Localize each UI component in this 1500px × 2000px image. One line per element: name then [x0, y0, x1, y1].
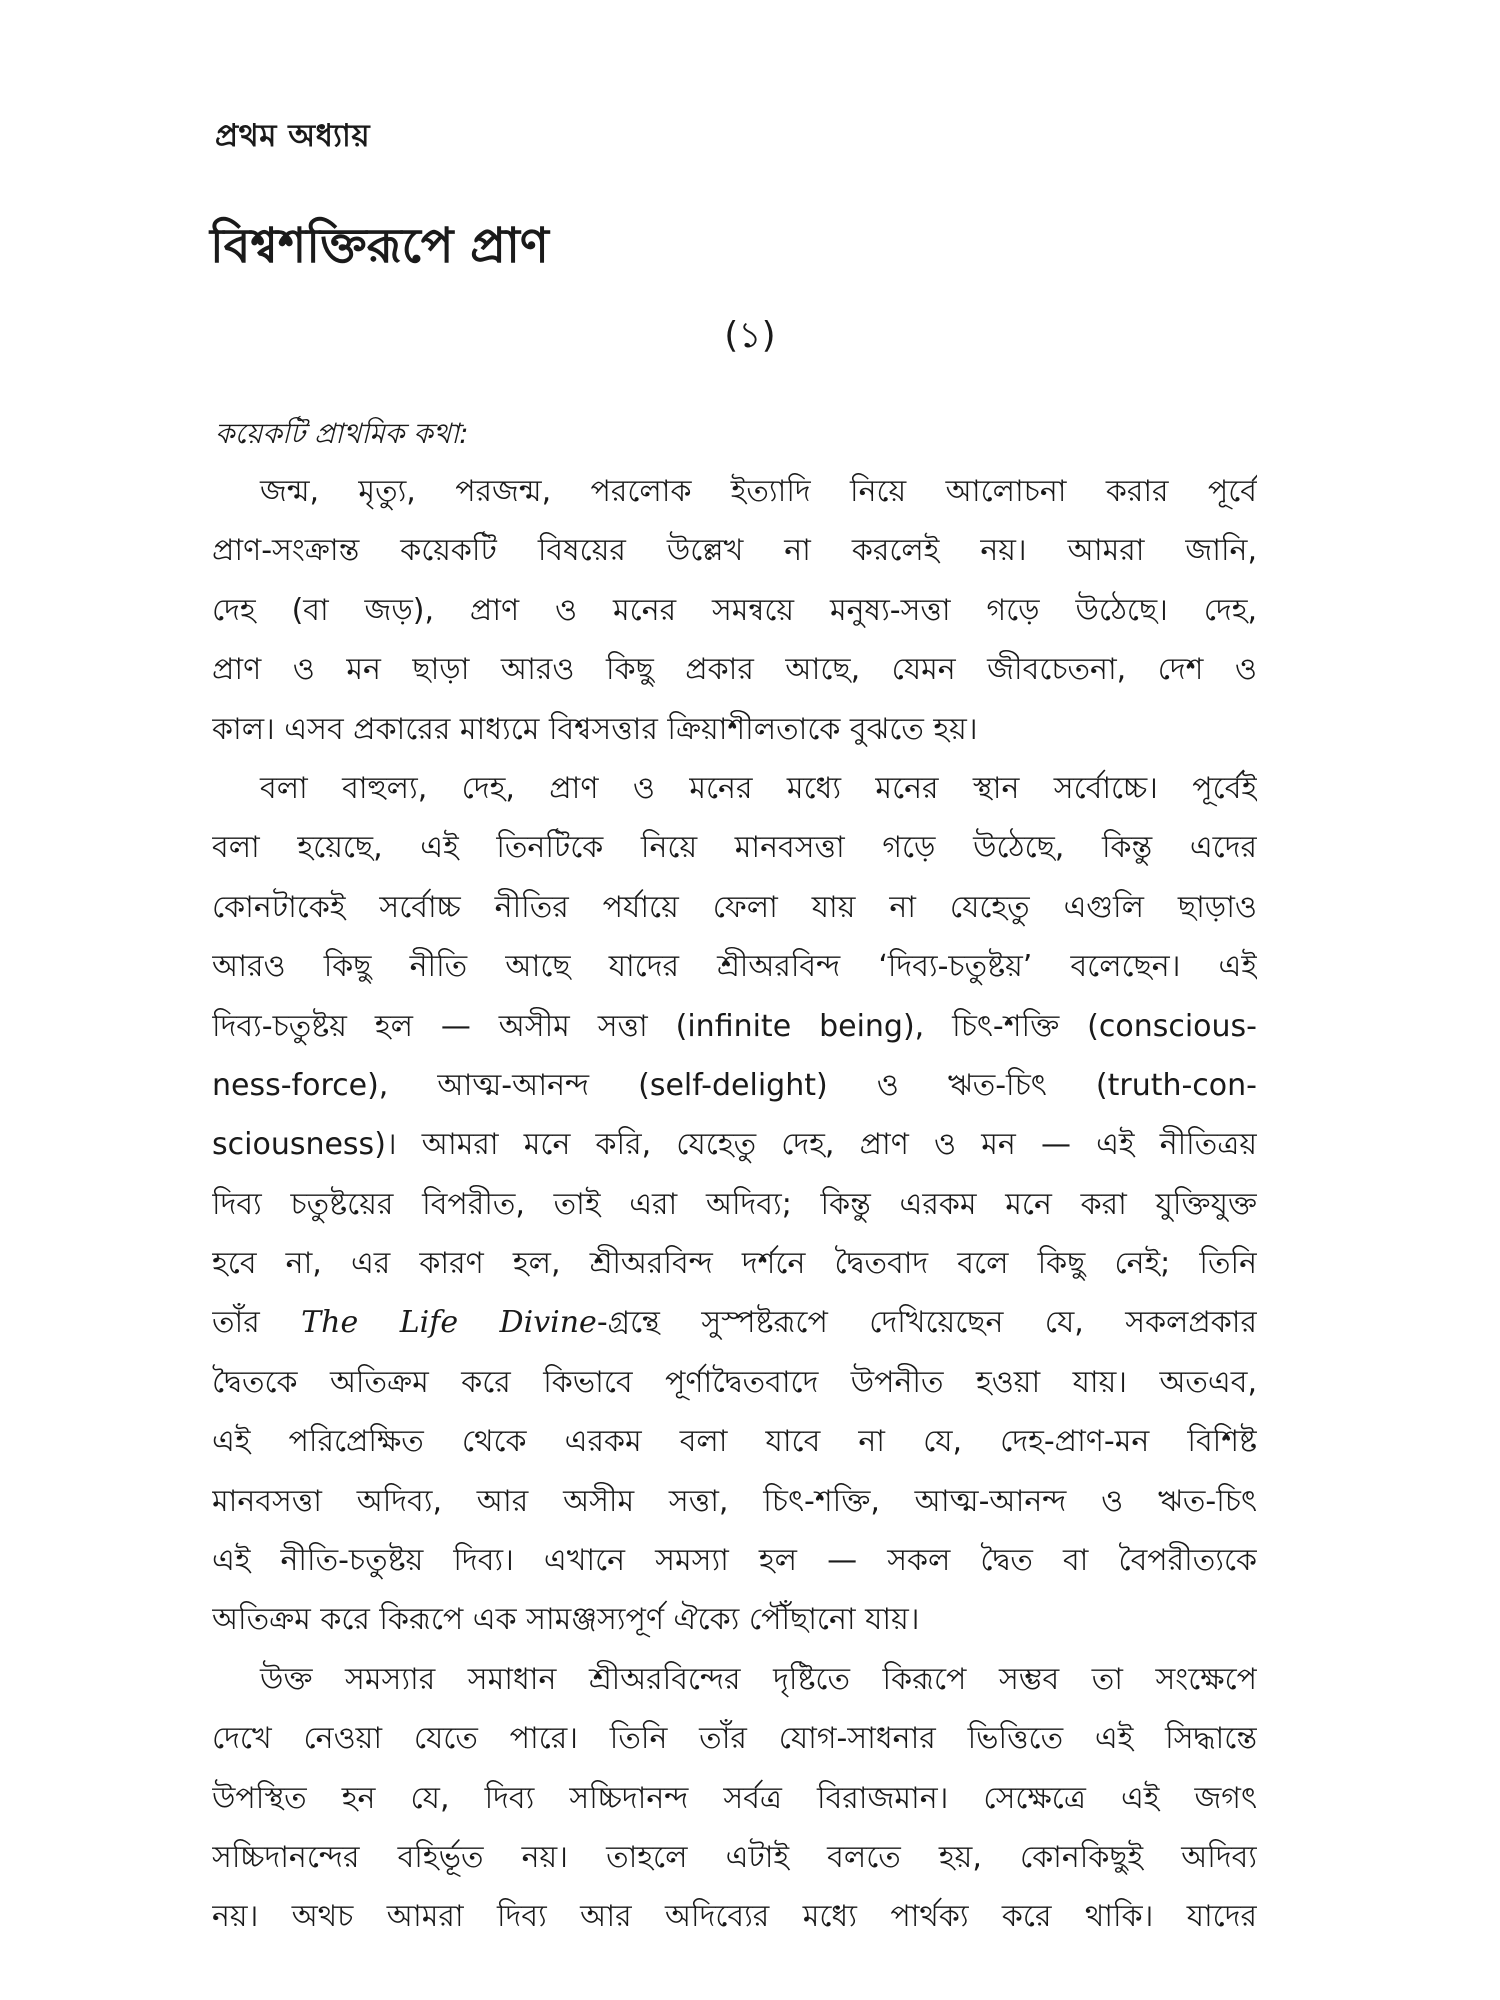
section-number: (১) — [724, 315, 776, 356]
text-line: প্রাণ-সংক্রান্ত কয়েকটি বিষয়ের উল্লেখ না করলেই নয়। আমরা জানি, — [212, 533, 1257, 569]
text-line: দিব্য-চতুষ্টয় হল — অসীম সত্তা (infinite being), চিৎ-শক্তি (conscious- — [212, 1008, 1257, 1044]
text-line: নয়। অথচ আমরা দিব্য আর অদিব্যের মধ্যে পার্থক্য করে থাকি। যাদের — [212, 1899, 1257, 1935]
text-line: এই পরিপ্রেক্ষিত থেকে এরকম বলা যাবে না যে, দেহ-প্রাণ-মন বিশিষ্ট — [212, 1424, 1257, 1460]
text-line: বলা হয়েছে, এই তিনটিকে নিয়ে মানবসত্তা গড়ে উঠেছে, কিন্তু এদের — [212, 830, 1257, 866]
text-line: অতিক্রম করে কিরূপে এক সামঞ্জস্যপূর্ণ ঐক্যে পৌঁছানো যায়। — [212, 1602, 920, 1638]
book-title-italic: The Life Divine — [301, 1305, 597, 1341]
body-text — [212, 462, 1257, 1947]
text-line: মানবসত্তা অদিব্য, আর অসীম সত্তা, চিৎ-শক্তি, আত্ম-আনন্দ ও ঋত-চিৎ — [212, 1483, 1257, 1519]
text-line: কাল। এসব প্রকারের মাধ্যমে বিশ্বসত্তার ক্রিয়াশীলতাকে বুঝতে হয়। — [212, 711, 978, 747]
text-line: জন্ম, মৃত্যু, পরজন্ম, পরলোক ইত্যাদি নিয়ে আলোচনা করার পূর্বে — [260, 474, 1257, 509]
text-line: দিব্য চতুষ্টয়ের বিপরীত, তাই এরা অদিব্য; কিন্তু এরকম মনে করা যুক্তিযুক্ত — [212, 1186, 1257, 1222]
text-line: ness-force), আত্ম-আনন্দ (self-delight) ও ঋত-চিৎ (truth-con- — [212, 1067, 1257, 1103]
text-line: উপস্থিত হন যে, দিব্য সচ্চিদানন্দ সর্বত্র বিরাজমান। সেক্ষেত্রে এই জগৎ — [212, 1780, 1257, 1816]
text-line: কোনটাকেই সর্বোচ্চ নীতির পর্যায়ে ফেলা যায় না যেহেতু এগুলি ছাড়াও — [212, 889, 1257, 925]
text-line: হবে না, এর কারণ হল, শ্রীঅরবিন্দ দর্শনে দ্বৈতবাদ বলে কিছু নেই; তিনি — [212, 1246, 1257, 1282]
text-line: তাঁর The Life Divine-গ্রন্থে সুস্পষ্টরূপে দেখিয়েছেন যে, সকলপ্রকার — [212, 1305, 1257, 1341]
chapter-label: প্রথম অধ্যায় — [215, 118, 371, 154]
text-line: এই নীতি-চতুষ্টয় দিব্য। এখানে সমস্যা হল — সকল দ্বৈত বা বৈপরীত্যকে — [212, 1543, 1257, 1579]
text-line: বলা বাহুল্য, দেহ, প্রাণ ও মনের মধ্যে মনের স্থান সর্বোচ্চে। পূর্বেই — [260, 770, 1257, 806]
text-line: দ্বৈতকে অতিক্রম করে কিভাবে পূর্ণাদ্বৈতবাদে উপনীত হওয়া যায়। অতএব, — [212, 1364, 1257, 1400]
subheading: কয়েকটি প্রাথমিক কথা: — [215, 417, 469, 450]
text-line: দেখে নেওয়া যেতে পারে। তিনি তাঁর যোগ-সাধনার ভিত্তিতে এই সিদ্ধান্তে — [212, 1721, 1257, 1757]
text-line: উক্ত সমস্যার সমাধান শ্রীঅরবিন্দের দৃষ্টিতে কিরূপে সম্ভব তা সংক্ষেপে — [260, 1661, 1257, 1697]
text-line: আরও কিছু নীতি আছে যাদের শ্রীঅরবিন্দ ‘দিব্য-চতুষ্টয়’ বলেছেন। এই — [212, 949, 1257, 985]
text-line: sciousness)। আমরা মনে করি, যেহেতু দেহ, প্রাণ ও মন — এই নীতিত্রয় — [212, 1127, 1257, 1163]
text-line: দেহ (বা জড়), প্রাণ ও মনের সমন্বয়ে মনুষ্য-সত্তা গড়ে উঠেছে। দেহ, — [212, 592, 1257, 628]
chapter-title: বিশ্বশক্তিরূপে প্রাণ — [210, 218, 549, 274]
text-line: সচ্চিদানন্দের বহির্ভূত নয়। তাহলে এটাই বলতে হয়, কোনকিছুই অদিব্য — [212, 1839, 1257, 1875]
text-line: প্রাণ ও মন ছাড়া আরও কিছু প্রকার আছে, যেমন জীবচেতনা, দেশ ও — [212, 652, 1257, 688]
